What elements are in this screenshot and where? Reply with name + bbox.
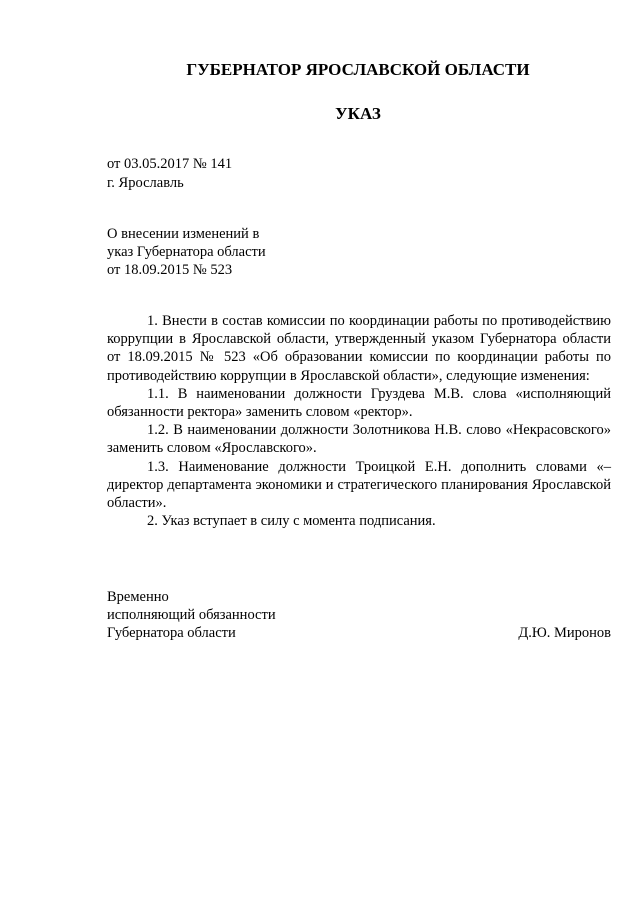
- paragraph-1-3: 1.3. Наименование должности Троицкой Е.Н. дополнить словами «– директор департамента экономики и стратегического планирования Ярославской области».: [107, 458, 611, 512]
- signatory-name: Д.Ю. Миронов: [518, 625, 611, 641]
- document-body: [107, 312, 611, 530]
- paragraph-1-2: 1.2. В наименовании должности Золотникова Н.В. слово «Некрасовского» заменить словом «Ярославского».: [107, 422, 611, 457]
- signature-line-3: Губернатора области: [107, 625, 236, 641]
- subject-line-2: указ Губернатора области: [107, 244, 266, 260]
- paragraph-2: 2. Указ вступает в силу с момента подписания.: [147, 513, 436, 530]
- paragraph-1: 1. Внести в состав комиссии по координации работы по противодействию коррупции в Ярославской области, утвержденный указом Губернатора области от 18.09.2015 № 523 «Об образовании комиссии по координации работы по противодействию коррупции в Ярославской области», следующие изменения:: [107, 313, 611, 384]
- subject-line-3: от 18.09.2015 № 523: [107, 262, 233, 278]
- document-authority: ГУБЕРНАТОР ЯРОСЛАВСКОЙ ОБЛАСТИ: [186, 60, 530, 79]
- document-city: г. Ярославль: [107, 175, 184, 191]
- signature-line-1: Временно: [107, 589, 169, 605]
- signature-line-2: исполняющий обязанности: [107, 607, 276, 623]
- document-date-number: от 03.05.2017 № 141: [107, 156, 233, 172]
- subject-line-1: О внесении изменений в: [107, 226, 260, 242]
- document-type: УКАЗ: [335, 104, 381, 123]
- paragraph-1-1: 1.1. В наименовании должности Груздева М.В. слова «исполняющий обязанности ректора» заменить словом «ректор».: [107, 385, 611, 421]
